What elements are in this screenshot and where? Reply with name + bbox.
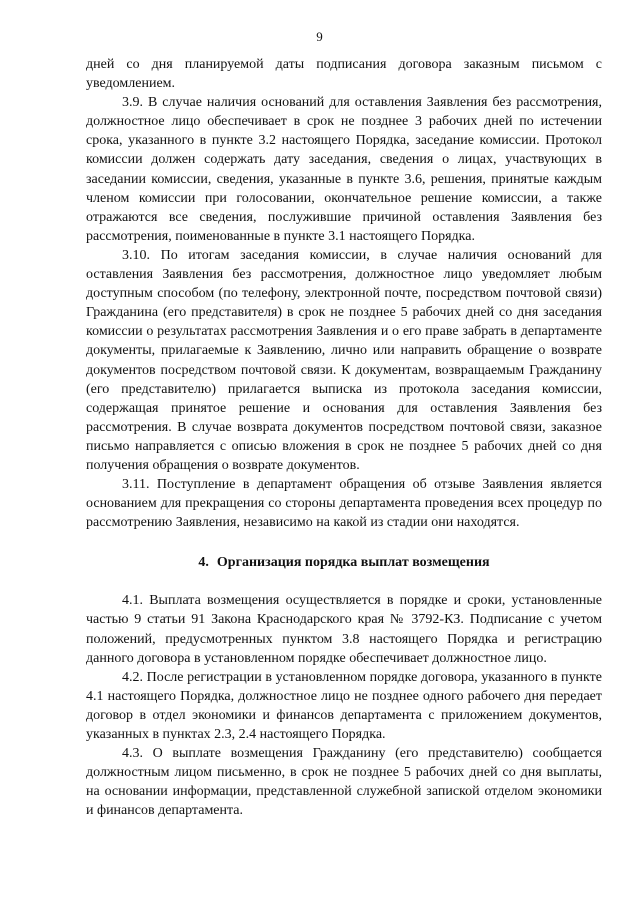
paragraph-3-9: 3.9. В случае наличия оснований для оставления Заявления без рассмотрения, должностное лицо обеспечивает в срок не позднее 3 рабочих дней по истечении срока, указанного в пункте 3.2 настоящего Порядка, заседание комиссии. Протокол комиссии должен содержать дату заседания, сведения о лицах, участвующих в заседании комиссии, сведения, указанные в пункте 3.6, решения, принятые каждым членом комиссии при голосовании, окончательное решение комиссии, а также отражаются все сведения, послужившие причиной оставления Заявления без рассмотрения, поименованные в пункте 3.1 настоящего Порядка. — [86, 95, 602, 244]
section-heading — [86, 553, 602, 572]
paragraph-4-3: 4.3. О выплате возмещения Гражданину (его представителю) сообщается должностным лицом письменно, в срок не позднее 5 рабочих дней со дня выплаты, на основании информации, представленной служебной запиской отделом экономики и финансов департамента. — [86, 746, 602, 819]
document-body — [86, 55, 602, 820]
paragraph-4-1: 4.1. Выплата возмещения осуществляется в порядке и сроки, установленные частью 9 статьи 91 Закона Краснодарского края № 3792-КЗ. Подписание с учетом положений, предусмотренных пунктом 3.8 настоящего Порядка и регистрацию данного договора в установленном порядке обеспечивает должностное лицо. — [86, 593, 602, 666]
paragraph-3-11: 3.11. Поступление в департамент обращения об отзыве Заявления является основанием для прекращения со стороны департамента проведения всех процедур по рассмотрению Заявления, независимо на какой из стадии они находятся. — [86, 477, 602, 531]
section-number: 4. — [198, 555, 209, 571]
paragraph-4-2: 4.2. После регистрации в установленном порядке договора, указанного в пункте 4.1 настоящего Порядка, должностное лицо не позднее одного рабочего дня передает договор в отдел экономики и финансов департамента с приложением документов, указанных в пунктах 2.3, 2.4 настоящего Порядка. — [86, 669, 602, 742]
paragraph-continuation: дней со дня планируемой даты подписания договора заказным письмом с уведомлением. — [86, 57, 602, 92]
page-number: 9 — [316, 29, 323, 44]
paragraph-3-10: 3.10. По итогам заседания комиссии, в случае наличия оснований для оставления Заявления без рассмотрения, должностное лицо уведомляет любым доступным способом (по телефону, электронной почте, посредством почтовой связи) Гражданина (его представителя) в срок не позднее 5 рабочих дней со дня заседания комиссии о результатах рассмотрения Заявления и о его праве забрать в департаменте документы, прилагаемые к Заявлению, лично или направить обращение о возврате документов посредством почтовой связи. К документам, возвращаемым Гражданину (его представителю) прилагается выписка из протокола заседания комиссии, содержащая принятое решение и основания для оставления Заявления без рассмотрения. В случае возврата документов посредством почтовой связи, заказное письмо направляется с описью вложения в срок не позднее 5 рабочих дней со дня получения обращения о возврате документов. — [86, 247, 602, 473]
section-title: Организация порядка выплат возмещения — [216, 555, 490, 571]
